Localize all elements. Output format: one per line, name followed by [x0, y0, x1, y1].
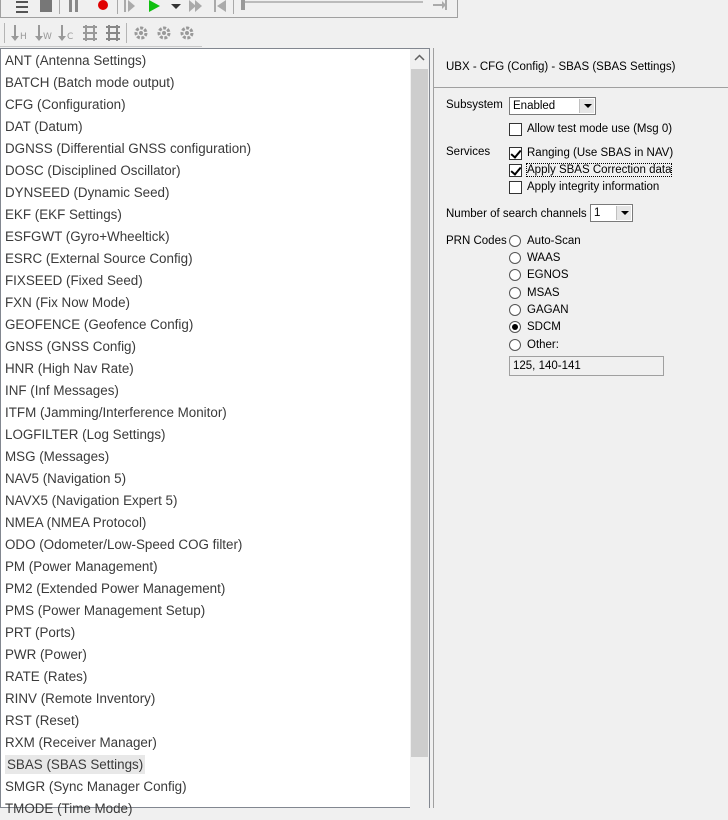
list-item[interactable] [1, 468, 411, 490]
list-item-label: ANT (Antenna Settings) [5, 53, 147, 68]
apply-correction-checkbox[interactable] [509, 164, 522, 177]
dropdown-icon[interactable] [169, 0, 183, 14]
prn-msas-radio[interactable] [509, 287, 521, 299]
record-icon[interactable] [96, 0, 110, 14]
search-channels-select[interactable] [590, 204, 633, 222]
poll-h-icon[interactable] [11, 25, 29, 41]
list-item[interactable] [1, 688, 411, 710]
panel-title: UBX - CFG (Config) - SBAS (SBAS Settings) [446, 61, 676, 73]
list-item-label: FXN (Fix Now Mode) [5, 295, 130, 310]
apply-correction-label[interactable]: Apply SBAS Correction data [527, 164, 672, 176]
scroll-up-arrow-icon[interactable] [410, 49, 429, 68]
apply-integrity-label[interactable]: Apply integrity information [527, 181, 660, 193]
list-item[interactable] [1, 666, 411, 688]
list-item-label: ITFM (Jamming/Interference Monitor) [5, 405, 227, 420]
position-slider[interactable] [239, 0, 425, 14]
list-item[interactable] [1, 380, 411, 402]
list-item-label: MSG (Messages) [5, 449, 110, 464]
toolbar-separator [4, 23, 5, 43]
list-item[interactable] [1, 358, 411, 380]
list-item-label: TMODE (Time Mode) [5, 801, 133, 816]
poll-h-label: H [20, 32, 27, 42]
list-item[interactable] [1, 138, 411, 160]
list-item[interactable] [1, 314, 411, 336]
allow-test-label[interactable]: Allow test mode use (Msg 0) [527, 123, 673, 135]
message-list-items [1, 50, 411, 820]
list-item-label: SMGR (Sync Manager Config) [5, 779, 187, 794]
list-item-label: PRT (Ports) [5, 625, 76, 640]
search-channels-label: Number of search channels [446, 208, 587, 220]
services-label: Services [446, 146, 491, 158]
list-item[interactable] [1, 446, 411, 468]
prn-codes-label: PRN Codes [446, 235, 507, 247]
prn-sdcm-label[interactable]: SDCM [527, 321, 561, 333]
list-item[interactable] [1, 644, 411, 666]
list-item-label: RINV (Remote Inventory) [5, 691, 156, 706]
list-item-label: DGNSS (Differential GNSS configuration) [5, 141, 252, 156]
prn-egnos-label[interactable]: EGNOS [527, 269, 569, 281]
grid-config-2-icon[interactable] [104, 25, 122, 41]
ranging-label[interactable]: Ranging (Use SBAS in NAV) [527, 147, 674, 159]
toolbar-separator [126, 23, 127, 43]
prn-egnos-radio[interactable] [509, 269, 521, 281]
playback-toolbar [0, 0, 458, 18]
apply-integrity-checkbox[interactable] [509, 181, 522, 194]
list-item-label: FIXSEED (Fixed Seed) [5, 273, 143, 288]
poll-w-icon[interactable] [35, 25, 53, 41]
list-item[interactable] [1, 732, 411, 754]
list-item[interactable] [1, 776, 411, 798]
list-item[interactable] [1, 94, 411, 116]
prn-other-input[interactable]: 125, 140-141 [509, 356, 664, 376]
list-item-label: BATCH (Batch mode output) [5, 75, 175, 90]
config-toolbar [0, 19, 202, 47]
list-item-label: NMEA (NMEA Protocol) [5, 515, 147, 530]
list-item-label: SBAS (SBAS Settings) [7, 757, 144, 772]
step-forward-icon[interactable] [123, 0, 137, 14]
list-item[interactable] [1, 600, 411, 622]
list-item-label: INF (Inf Messages) [5, 383, 119, 398]
toolbar-separator [233, 0, 234, 14]
gear-icon[interactable] [132, 25, 150, 41]
play-icon[interactable] [147, 0, 161, 14]
pause-icon[interactable] [67, 0, 81, 14]
list-item-label: GEOFENCE (Geofence Config) [5, 317, 194, 332]
toolbar-separator [59, 0, 60, 14]
list-item-label: EKF (EKF Settings) [5, 207, 122, 222]
list-item-label: RATE (Rates) [5, 669, 88, 684]
list-item-label: ESFGWT (Gyro+Wheeltick) [5, 229, 170, 244]
prn-other-radio[interactable] [509, 339, 521, 351]
list-item-label: ODO (Odometer/Low-Speed COG filter) [5, 537, 243, 552]
toolbar-separator [117, 0, 118, 14]
list-item[interactable] [1, 336, 411, 358]
fast-forward-icon[interactable] [189, 0, 203, 14]
list-item-label: RST (Reset) [5, 713, 80, 728]
list-item[interactable] [1, 534, 411, 556]
gear-2-icon[interactable] [155, 25, 173, 41]
list-item[interactable] [1, 72, 411, 94]
list-item-label: RXM (Receiver Manager) [5, 735, 157, 750]
list-item[interactable] [1, 578, 411, 600]
list-item[interactable] [1, 754, 411, 776]
list-item-label: PMS (Power Management Setup) [5, 603, 206, 618]
list-item-label: CFG (Configuration) [5, 97, 126, 112]
sbas-settings-panel [433, 48, 727, 808]
prn-sdcm-radio[interactable] [509, 321, 521, 333]
chevron-down-icon[interactable] [616, 206, 631, 220]
poll-c-label: C [67, 32, 74, 42]
list-item-label: DOSC (Disciplined Oscillator) [5, 163, 181, 178]
prn-auto-scan-radio[interactable] [509, 235, 521, 247]
search-channels-value: 1 [594, 207, 601, 219]
subsystem-label: Subsystem [446, 99, 503, 111]
chevron-down-icon[interactable] [579, 99, 594, 113]
list-item[interactable] [1, 512, 411, 534]
skip-end-icon[interactable] [433, 0, 447, 14]
list-item[interactable] [1, 292, 411, 314]
vertical-scrollbar[interactable] [410, 49, 429, 809]
list-item[interactable] [1, 160, 411, 182]
list-item-label: HNR (High Nav Rate) [5, 361, 134, 376]
list-item-label: PM2 (Extended Power Management) [5, 581, 226, 596]
poll-c-icon[interactable] [58, 25, 76, 41]
list-item-label: PM (Power Management) [5, 559, 158, 574]
scroll-thumb[interactable] [411, 69, 428, 757]
list-item[interactable] [1, 204, 411, 226]
list-item[interactable] [1, 490, 411, 512]
list-item-label: NAV5 (Navigation 5) [5, 471, 127, 486]
prn-waas-radio[interactable] [509, 252, 521, 264]
skip-back-icon[interactable] [213, 0, 227, 14]
list-item[interactable] [1, 424, 411, 446]
list-item[interactable] [1, 798, 411, 820]
panel-header [434, 48, 728, 88]
ranging-checkbox[interactable] [509, 147, 522, 160]
grid-config-icon[interactable] [81, 25, 99, 41]
list-icon[interactable] [15, 0, 29, 14]
list-item[interactable] [1, 248, 411, 270]
list-item[interactable] [1, 622, 411, 644]
list-item[interactable] [1, 226, 411, 248]
prn-waas-label[interactable]: WAAS [527, 252, 561, 264]
list-item[interactable] [1, 116, 411, 138]
list-item-label: GNSS (GNSS Config) [5, 339, 136, 354]
list-item[interactable] [1, 270, 411, 292]
prn-other-label[interactable]: Other: [527, 339, 559, 351]
poll-w-label: W [43, 32, 52, 42]
list-item[interactable] [1, 182, 411, 204]
list-item-label: DYNSEED (Dynamic Seed) [5, 185, 170, 200]
list-item-label: NAVX5 (Navigation Expert 5) [5, 493, 178, 508]
list-item[interactable] [1, 50, 411, 72]
subsystem-value: Enabled [513, 100, 556, 112]
prn-msas-label[interactable]: MSAS [527, 287, 560, 299]
list-item[interactable] [1, 556, 411, 578]
gear-3-icon[interactable] [178, 25, 196, 41]
subsystem-select[interactable] [509, 97, 596, 115]
list-item-label: PWR (Power) [5, 647, 87, 662]
list-item-label: LOGFILTER (Log Settings) [5, 427, 166, 442]
prn-gagan-label[interactable]: GAGAN [527, 304, 569, 316]
allow-test-checkbox[interactable] [509, 123, 522, 136]
stop-icon[interactable] [39, 0, 53, 14]
list-item-label: DAT (Datum) [5, 119, 83, 134]
prn-auto-scan-label[interactable]: Auto-Scan [527, 235, 581, 247]
message-list[interactable] [0, 48, 430, 816]
list-item-label: ESRC (External Source Config) [5, 251, 193, 266]
list-item[interactable] [1, 402, 411, 424]
prn-gagan-radio[interactable] [509, 304, 521, 316]
list-item[interactable] [1, 710, 411, 732]
